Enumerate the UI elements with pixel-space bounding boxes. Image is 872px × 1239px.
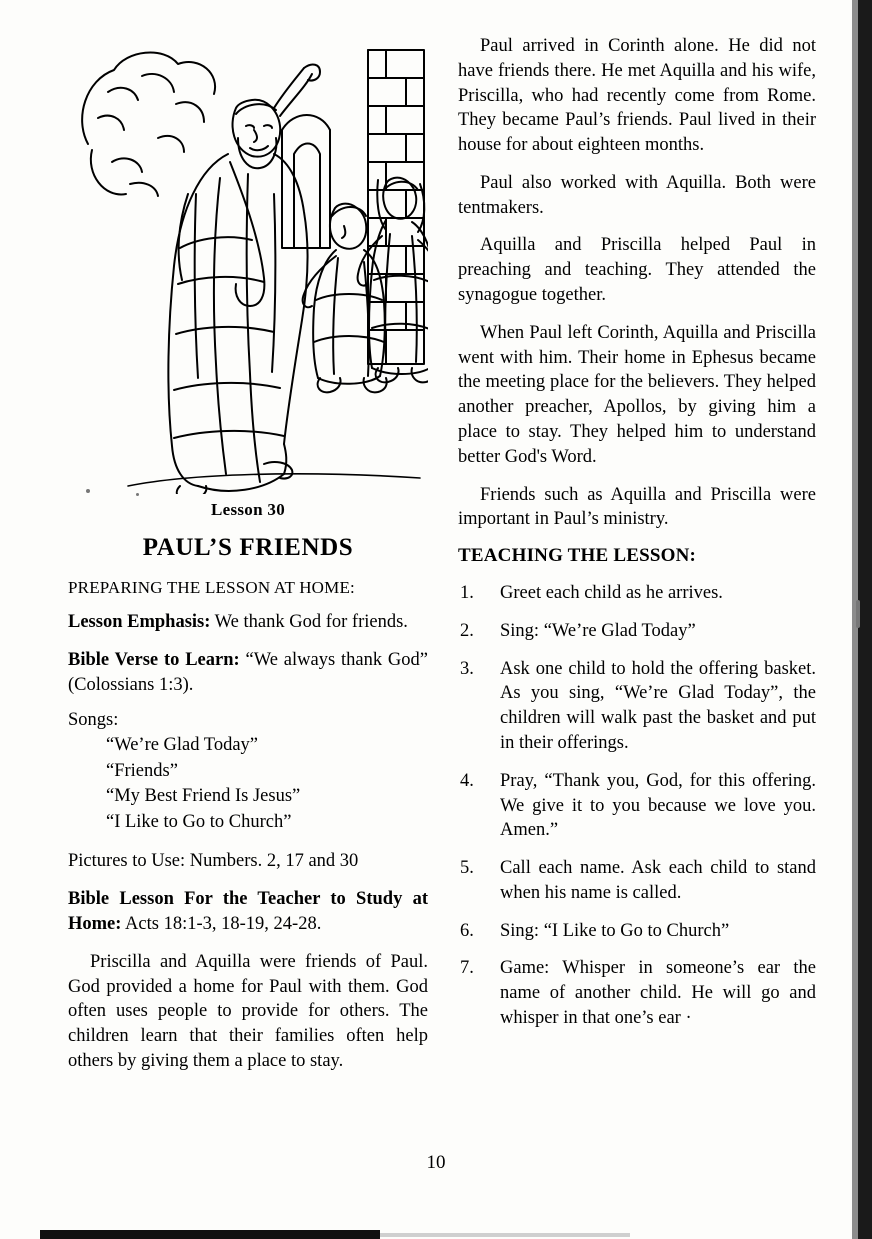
list-item-text: Sing: “We’re Glad Today” bbox=[500, 620, 696, 641]
list-item: “Friends” bbox=[106, 760, 178, 781]
story-paragraph: Paul arrived in Corinth alone. He did not have friends there. He met Aquilla and his wife, Priscilla, who had recently come from Rome. They became Paul’s friends. Paul lived in their house for about eighteen months. bbox=[458, 36, 816, 156]
songs-list bbox=[68, 733, 428, 835]
story-paragraph: Aquilla and Priscilla helped Paul in preaching and teaching. They attended the synagogue together. bbox=[458, 235, 816, 306]
list-item bbox=[458, 856, 816, 906]
list-item-number: 5. bbox=[460, 858, 474, 879]
bible-lesson-study-label: Bible Lesson For the Teacher to Study at Home: bbox=[68, 889, 428, 934]
bible-verse-label: Bible Verse to Learn: bbox=[68, 649, 240, 670]
list-item bbox=[458, 581, 816, 606]
bible-verse bbox=[68, 648, 428, 698]
story-paragraph: Paul also worked with Aquilla. Both were tentmakers. bbox=[458, 172, 816, 218]
list-item bbox=[458, 619, 816, 644]
teaching-heading: TEACHING THE LESSON: bbox=[458, 545, 697, 567]
list-item-text: Greet each child as he arrives. bbox=[500, 583, 723, 604]
list-item-text: Pray, “Thank you, God, for this offering. We give it to you because we love you. Amen.” bbox=[500, 770, 816, 841]
lesson-number: Lesson 30 bbox=[210, 500, 286, 519]
list-item-number: 3. bbox=[460, 658, 474, 679]
story-paragraph: Friends such as Aquilla and Priscilla were important in Paul’s ministry. bbox=[458, 484, 816, 530]
scan-edge-bottom-gray bbox=[380, 1233, 630, 1237]
bible-verse-text: “We always thank God” (Colossians 1:3). bbox=[68, 649, 428, 695]
list-item-number: 4. bbox=[460, 770, 474, 791]
list-item-text: Game: Whisper in someone’s ear the name of another child. He will go and whisper in that one’s ear · bbox=[500, 958, 816, 1028]
page-title: PAUL’S FRIENDS bbox=[142, 534, 354, 561]
list-item-number: 2. bbox=[460, 620, 474, 641]
list-item-text: Ask one child to hold the offering basket. As you sing, “We’re Glad Today”, the children will walk past the basket and put in their offerings. bbox=[500, 658, 816, 753]
lesson-intro-paragraph: Priscilla and Aquilla were friends of Paul. God provided a home for Paul with them. God often uses people to provide for others. The children learn that their families often help others by giving them a place to stay. bbox=[68, 951, 428, 1071]
page-number: 10 bbox=[426, 1152, 446, 1173]
list-item-number: 7. bbox=[460, 958, 474, 979]
lesson-emphasis-label: Lesson Emphasis: bbox=[68, 612, 211, 632]
teaching-steps-list bbox=[458, 581, 816, 1031]
songs-label: Songs: bbox=[68, 710, 119, 731]
scan-edge-right bbox=[858, 0, 872, 1239]
list-item-number: 1. bbox=[460, 583, 474, 604]
list-item bbox=[458, 919, 816, 944]
bible-lesson-study bbox=[68, 887, 428, 937]
list-item bbox=[458, 956, 816, 1030]
lesson-emphasis-text: We thank God for friends. bbox=[210, 612, 408, 632]
right-column bbox=[458, 34, 816, 1044]
preparing-heading: PREPARING THE LESSON AT HOME: bbox=[68, 578, 355, 597]
list-item-text: Call each name. Ask each child to stand when his name is called. bbox=[500, 858, 816, 903]
scan-speck bbox=[856, 600, 860, 628]
bible-lesson-study-text: Acts 18:1-3, 18-19, 24-28. bbox=[121, 913, 322, 934]
list-item bbox=[458, 769, 816, 843]
list-item: “We’re Glad Today” bbox=[106, 735, 258, 756]
pictures-to-use: Pictures to Use: Numbers. 2, 17 and 30 bbox=[68, 851, 359, 872]
story-paragraph: When Paul left Corinth, Aquilla and Priscilla went with him. Their home in Ephesus became the meeting place for the believers. They helped another preacher, Apollos, by giving him a place to stay. They helped him to understand better God's Word. bbox=[458, 322, 816, 467]
list-item bbox=[458, 657, 816, 756]
scan-edge-bottom bbox=[40, 1230, 380, 1239]
lesson-emphasis bbox=[68, 610, 428, 635]
list-item: “My Best Friend Is Jesus” bbox=[106, 786, 301, 807]
list-item-number: 6. bbox=[460, 920, 474, 941]
list-item-text: Sing: “I Like to Go to Church” bbox=[500, 920, 730, 941]
lesson-illustration bbox=[68, 34, 428, 494]
left-column bbox=[68, 34, 428, 1087]
list-item: “I Like to Go to Church” bbox=[106, 811, 292, 832]
